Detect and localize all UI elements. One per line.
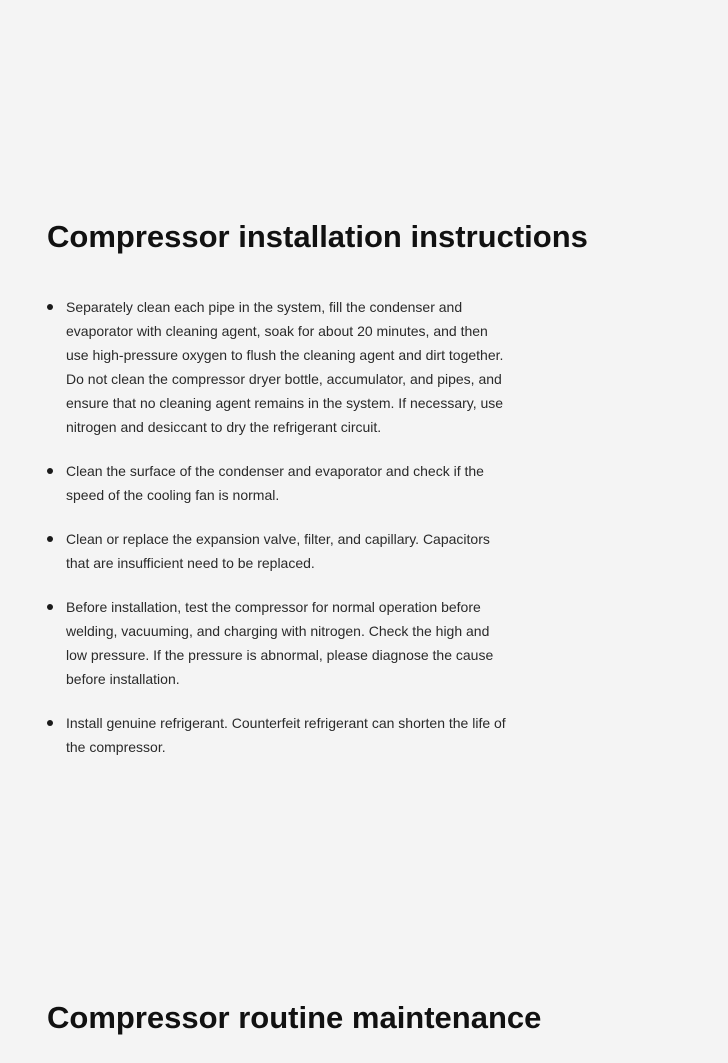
- list-item-text: Clean or replace the expansion valve, filter, and capillary. Capacitors that are insufficient need to be replaced.: [66, 531, 490, 571]
- bullet-icon: [47, 304, 53, 310]
- list-item: [47, 459, 507, 507]
- installation-list: [47, 295, 507, 779]
- list-item-text: Install genuine refrigerant. Counterfeit refrigerant can shorten the life of the compressor.: [66, 715, 506, 755]
- list-item: [47, 295, 507, 439]
- list-item: [47, 595, 507, 691]
- list-item: [47, 527, 507, 575]
- list-item-text: Before installation, test the compressor for normal operation before welding, vacuuming, and charging with nitrogen. Check the high and low pressure. If the pressure is abnormal, please diagnose the cause before installation.: [66, 599, 494, 687]
- list-item-text: Separately clean each pipe in the system, fill the condenser and evaporator with cleaning agent, soak for about 20 minutes, and then use high-pressure oxygen to flush the cleaning agent and dirt together. Do not clean the compressor dryer bottle, accumulator, and pipes, and ensure that no cleaning agent remains in the system. If necessary, use nitrogen and desiccant to dry the refrigerant circuit.: [66, 299, 504, 435]
- list-item: [47, 711, 507, 759]
- installation-title: Compressor installation instructions: [47, 219, 588, 254]
- maintenance-title: Compressor routine maintenance: [47, 1000, 542, 1035]
- bullet-icon: [47, 720, 53, 726]
- list-item-text: Clean the surface of the condenser and evaporator and check if the speed of the cooling fan is normal.: [66, 463, 484, 503]
- bullet-icon: [47, 536, 53, 542]
- bullet-icon: [47, 468, 53, 474]
- bullet-icon: [47, 604, 53, 610]
